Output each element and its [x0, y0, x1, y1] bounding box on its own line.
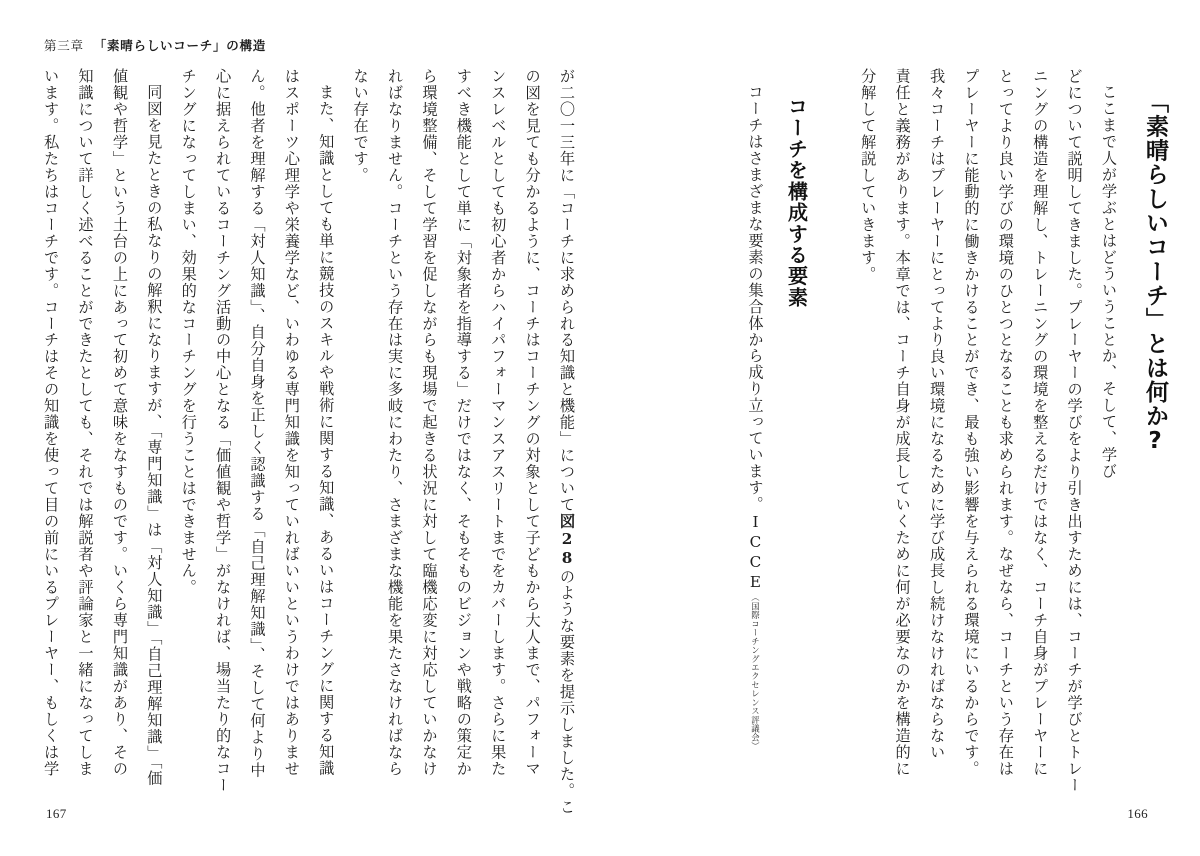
- recto-col-4: とってより良い学びの環境のひとつとなることも求められます。なぜなら、コーチという存在は: [996, 68, 1015, 778]
- verso-col-2: の図を見ても分かるように、コーチはコーチングの対象として子どもから大人まで、パフォーマ: [523, 68, 542, 778]
- verso-col-12: チングになってしまい、効果的なコーチングを行うことはできません。: [179, 68, 198, 596]
- verso-col-10: ん。他者を理解する「対人知識」、自分自身を正しく認識する「自己理解知識」、そして何より中: [248, 68, 267, 779]
- verso-col-16: います。私たちはコーチです。コーチはその知識を使って目の前にいるプレーヤー、もしくは学: [42, 68, 61, 778]
- verso-col-6: ればなりません。コーチという存在は実に多岐にわたり、さまざまな機能を果たさなければなら: [386, 68, 405, 778]
- verso-col-15: 知識について詳しく述べることができたとしても、それでは解説者や評論家と一緒になってしま: [76, 68, 95, 778]
- recto-col-3: ニングの構造を理解し、トレーニングの環境を整えるだけではなく、コーチ自身がプレーヤーに: [1031, 68, 1050, 778]
- verso-col-8: また、知識としても単に競技のスキルや戦術に関する知識、あるいはコーチングに関する知識: [317, 84, 336, 777]
- verso-col-1: [551, 68, 576, 816]
- page-heading-main-text: 「素晴らしいコーチ」とは何か?: [1142, 90, 1168, 456]
- verso-col-14: 値観や哲学」という土台の上にあって初めて意味をなすものです。いくら専門知識があり、その: [110, 68, 129, 778]
- recto-col-8: 分解して解説していきます。: [859, 68, 878, 283]
- recto-col-2: どについて説明してきました。プレーヤーの学びをより引き出すためには、コーチが学びとトレー: [1065, 68, 1084, 794]
- running-head-title: 「素晴らしいコーチ」の構造: [93, 38, 267, 53]
- verso-col-7: ない存在です。: [351, 68, 370, 184]
- verso-col-1-a: が二〇一三年に「コーチに求められる知識と機能」について: [558, 68, 576, 514]
- folio-right: 166: [1127, 806, 1148, 821]
- verso-col-3: ンスレベルとしても初心者からハイパフォーマンスアスリートまでをカバーします。さらに果た: [489, 68, 508, 778]
- verso-col-4: すべき機能として単に「対象者を指導する」だけではなく、そもそものビジョンや戦略の策定か: [454, 68, 473, 778]
- figure-reference: 図28: [558, 513, 576, 569]
- running-head: [44, 36, 266, 54]
- recto-col-5: プレーヤーに能動的に働きかけることができ、最も強い影響を与えられる環境にいるからです。: [962, 68, 981, 778]
- page-heading-main: [1132, 68, 1166, 768]
- page-recto-166: [620, 68, 1168, 794]
- verso-col-1-b: のような要素を提示しました。こ: [558, 568, 576, 816]
- folio-left: 167: [46, 806, 67, 821]
- section-sentence: コーチはさまざまな要素の集合体から成り立っています。: [746, 84, 765, 513]
- recto-section-col-1: [739, 68, 765, 784]
- verso-col-13: 同図を見たときの私なりの解釈になりますが、「専門知識」は「対人知識」「自己理解知識」「価: [145, 84, 164, 787]
- recto-col-spacer: [818, 68, 841, 768]
- verso-col-9: はスポーツ心理学や栄養学など、いわゆる専門知識を知っていればいいというわけではありませ: [282, 68, 301, 778]
- section-heading-text: コーチを構成する要素: [784, 96, 809, 308]
- recto-column-flow: [728, 68, 1168, 794]
- verso-col-5: ら環境整備、そして学習を促しながらも現場で起きる状況に対して臨機応変に対応していかなけ: [420, 68, 439, 778]
- icce-annotation: （国際コーチングエクセレンス評議会）: [750, 593, 761, 751]
- recto-col-7: 責任と義務があります。本章では、コーチ自身が成長していくために何が必要なのかを構造的に: [893, 68, 912, 778]
- verso-col-11: 心に据えられているコーチング活動の中心となる「価値観や哲学」がなければ、場当たり的なコー: [214, 68, 233, 794]
- running-head-chapter: 第三章: [44, 38, 84, 53]
- section-heading: [776, 68, 809, 768]
- icce-acronym: ICCE: [746, 512, 765, 594]
- recto-col-1: ここまで人が学ぶとはどういうことか、そして、学び: [1100, 84, 1118, 480]
- recto-col-6: 我々コーチはプレーヤーにとってより良い環境になるために学び成長し続けなければならない: [928, 68, 947, 761]
